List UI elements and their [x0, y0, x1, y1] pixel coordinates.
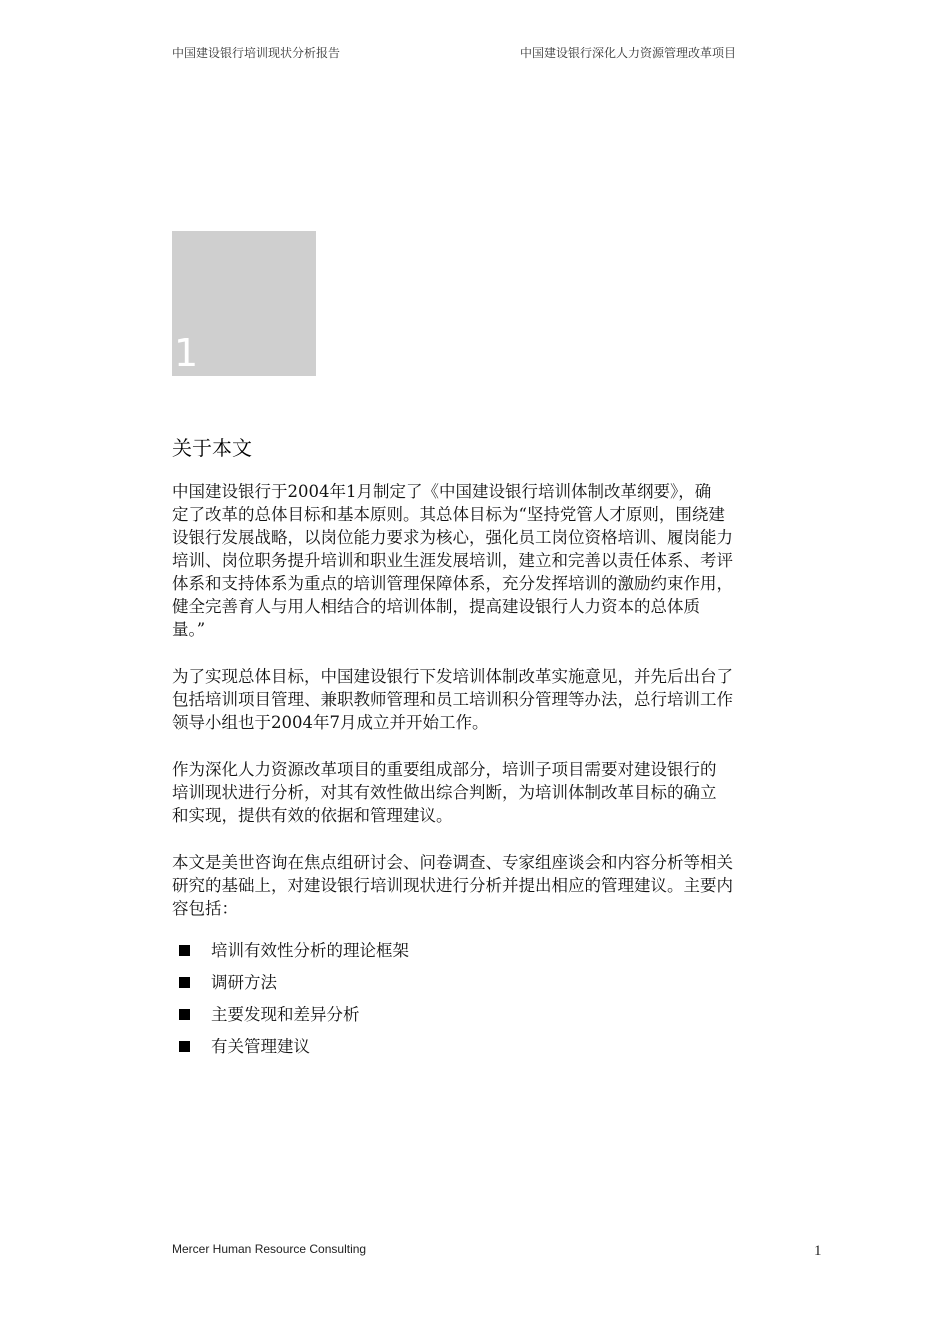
paragraph-intro: [172, 480, 827, 641]
square-bullet-icon: [179, 945, 190, 956]
paragraph-scope: [172, 851, 827, 920]
paragraph-line: 包括培训项目管理、兼职教师管理和员工培训积分管理等办法，总行培训工作: [172, 690, 733, 709]
paragraph-implementation: [172, 665, 827, 734]
chapter-number-box: [172, 231, 316, 376]
contents-bullet-list: [172, 934, 827, 1062]
header-document-title: 中国建设银行培训现状分析报告: [172, 46, 341, 60]
paragraph-line: 体系和支持体系为重点的培训管理保障体系，充分发挥培训的激励约束作用，: [172, 574, 733, 593]
paragraph-line: 为了实现总体目标，中国建设银行下发培训体制改革实施意见，并先后出台了: [172, 667, 733, 686]
paragraph-line: 培训、岗位职务提升培训和职业生涯发展培训，建立和完善以责任体系、考评: [172, 551, 733, 570]
paragraph-line: 作为深化人力资源改革项目的重要组成部分，培训子项目需要对建设银行的: [172, 760, 717, 779]
paragraph-line: 量。”: [172, 620, 206, 639]
paragraph-line: 中国建设银行于2004年1月制定了《中国建设银行培训体制改革纲要》，确: [172, 482, 712, 501]
footer-page-number: 1: [814, 1243, 822, 1259]
list-item: [172, 966, 827, 998]
paragraph-line: 本文是美世咨询在焦点组研讨会、问卷调查、专家组座谈会和内容分析等相关: [172, 853, 733, 872]
paragraph-line: 和实现，提供有效的依据和管理建议。: [172, 806, 453, 825]
chapter-number: 1: [174, 331, 199, 375]
list-item: [172, 1030, 827, 1062]
body-content: [172, 480, 827, 1062]
footer-company: Mercer Human Resource Consulting: [172, 1242, 367, 1256]
paragraph-line: 领导小组也于2004年7月成立并开始工作。: [172, 713, 489, 732]
paragraph-line: 容包括：: [172, 899, 238, 918]
header-project-title: 中国建设银行深化人力资源管理改革项目: [520, 46, 737, 60]
square-bullet-icon: [179, 977, 190, 988]
paragraph-line: 设银行发展战略，以岗位能力要求为核心，强化员工岗位资格培训、履岗能力: [172, 528, 733, 547]
list-item-text: 主要发现和差异分析: [211, 1004, 360, 1024]
square-bullet-icon: [179, 1041, 190, 1052]
paragraph-line: 健全完善育人与用人相结合的培训体制，提高建设银行人力资本的总体质: [172, 597, 700, 616]
list-item-text: 培训有效性分析的理论框架: [211, 940, 409, 960]
paragraph-purpose: [172, 758, 827, 827]
square-bullet-icon: [179, 1009, 190, 1020]
list-item-text: 调研方法: [211, 972, 277, 992]
list-item: [172, 934, 827, 966]
paragraph-line: 培训现状进行分析，对其有效性做出综合判断，为培训体制改革目标的确立: [172, 783, 717, 802]
section-title: 关于本文: [172, 436, 252, 460]
list-item-text: 有关管理建议: [211, 1036, 310, 1056]
list-item: [172, 998, 827, 1030]
paragraph-line: 研究的基础上，对建设银行培训现状进行分析并提出相应的管理建议。主要内: [172, 876, 733, 895]
paragraph-line: 定了改革的总体目标和基本原则。其总体目标为“坚持党管人才原则，围绕建: [172, 505, 725, 524]
